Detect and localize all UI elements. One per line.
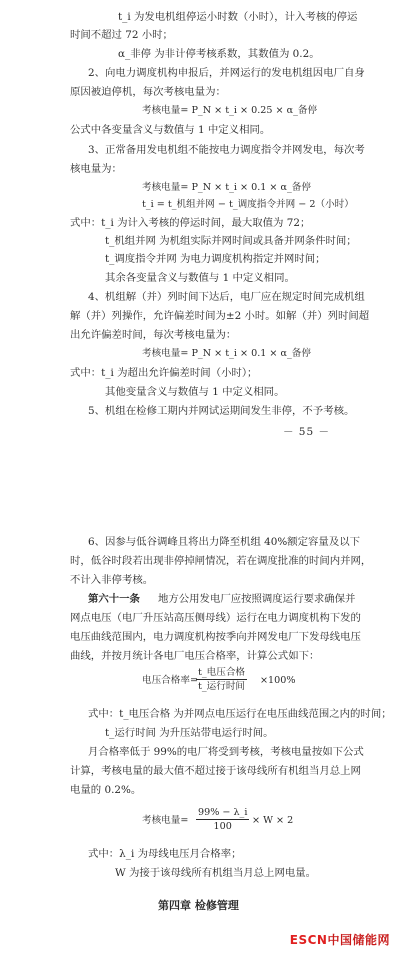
text-line: 公式中各变量含义与数值与 1 中定义相同。 <box>70 124 271 136</box>
text-line: 电压曲线范围内，电力调度机构按季向并网发电厂下发母线电压 <box>70 631 361 643</box>
text-line: 时，低谷时段若出现非停掉闸情况，若在调度批准的时间内并网， <box>70 555 372 567</box>
text-line: t_机组并网 为机组实际并网时间或具备并网条件时间； <box>105 235 357 247</box>
logo-brand: ESCN <box>289 933 328 947</box>
text-line: 计算，考核电量的最大值不超过接于该母线所有机组当月总上网 <box>70 765 361 777</box>
text-line: 4、机组解（并）列时间下达后，电厂应在规定时间完成机组 <box>88 291 365 303</box>
chapter-heading: 第四章 检修管理 <box>158 899 239 912</box>
text-line: t_运行时间 为升压站带电运行时间。 <box>105 727 274 739</box>
escn-logo <box>290 931 390 948</box>
formula: 考核电量= P_N × t_i × 0.1 × α_备停 <box>142 348 311 359</box>
text-line: 不计入非停考核。 <box>70 574 154 586</box>
text-line: t_调度指令并网 为电力调度机构指定并网时间； <box>105 253 326 265</box>
text-line: 6、因参与低谷调峰且将出力降至机组 40%额定容量及以下 <box>88 536 360 548</box>
text-line: t_i 为发电机组停运小时数（小时），计入考核的停运 <box>118 11 358 23</box>
formula-rhs: ×100% <box>260 675 296 686</box>
page-number: － 55 － <box>282 426 330 438</box>
text-line: 地方公用发电厂应按照调度运行要求确保并 <box>158 593 356 605</box>
numerator: 99% − λ_i <box>198 807 248 818</box>
text-line: 出允许偏差时间，每次考核电量为： <box>70 329 237 341</box>
formula: 考核电量= P_N × t_i × 0.25 × α_备停 <box>142 105 318 116</box>
text-line: 5、机组在检修工期内并网试运期间发生非停，不予考核。 <box>88 405 355 417</box>
text-line: 式中：t_i 为超出允许偏差时间（小时）； <box>70 367 258 379</box>
text-line: 电量的 0.2%。 <box>70 784 142 796</box>
text-line: 其他变量含义与数值与 1 中定义相同。 <box>105 386 285 398</box>
text-line: 原因被迫停机，每次考核电量为： <box>70 86 226 98</box>
text-line: α_非停 为非计停考核系数，其数值为 0.2。 <box>118 48 320 60</box>
denominator: t_运行时间 <box>198 681 246 692</box>
formula-rhs: × W × 2 <box>252 815 294 826</box>
text-line: 式中：t_i 为计入考核的停运时间，最大取值为 72； <box>70 217 311 229</box>
formula-lhs: 考核电量= <box>142 815 189 826</box>
fraction <box>196 806 249 833</box>
text-line: 核电量为： <box>70 163 122 175</box>
text-line: 曲线，并按月统计各电厂电压合格率，计算公式如下： <box>70 650 320 662</box>
text-line: 2、向电力调度机构申报后，并网运行的发电机组因电厂自身 <box>88 67 365 79</box>
logo-suffix: 中国储能网 <box>327 933 390 947</box>
fraction <box>196 666 247 693</box>
text-line: 解（并）列操作，允许偏差时间为±2 小时。如解（并）列时间超 <box>70 310 370 322</box>
text-line: 式中：λ_i 为母线电压月合格率； <box>88 848 242 860</box>
formula-lhs: 电压合格率= <box>142 675 199 686</box>
formula: 考核电量= P_N × t_i × 0.1 × α_备停 <box>142 182 311 193</box>
text-line: 时间不超过 72 小时； <box>70 29 173 41</box>
text-line: 式中：t_电压合格 为并网点电压运行在电压曲线范围之内的时间； <box>88 708 392 720</box>
text-line: 网点电压（电厂升压站高压侧母线）运行在电力调度机构下发的 <box>70 612 361 624</box>
article-heading: 第六十一条 <box>88 593 140 605</box>
text-line: W 为接于该母线所有机组当月总上网电量。 <box>115 867 317 879</box>
text-line: 月合格率低于 99%的电厂将受到考核，考核电量按如下公式 <box>88 746 364 758</box>
text-line: 3、正常备用发电机组不能按电力调度指令并网发电，每次考 <box>88 144 365 156</box>
text-line: 其余各变量含义与数值与 1 中定义相同。 <box>105 272 295 284</box>
numerator: t_电压合格 <box>198 667 246 678</box>
formula: t_i = t_机组并网 − t_调度指令并网 − 2（小时） <box>142 199 354 210</box>
document-page-56 <box>0 535 400 954</box>
denominator: 100 <box>213 821 232 832</box>
